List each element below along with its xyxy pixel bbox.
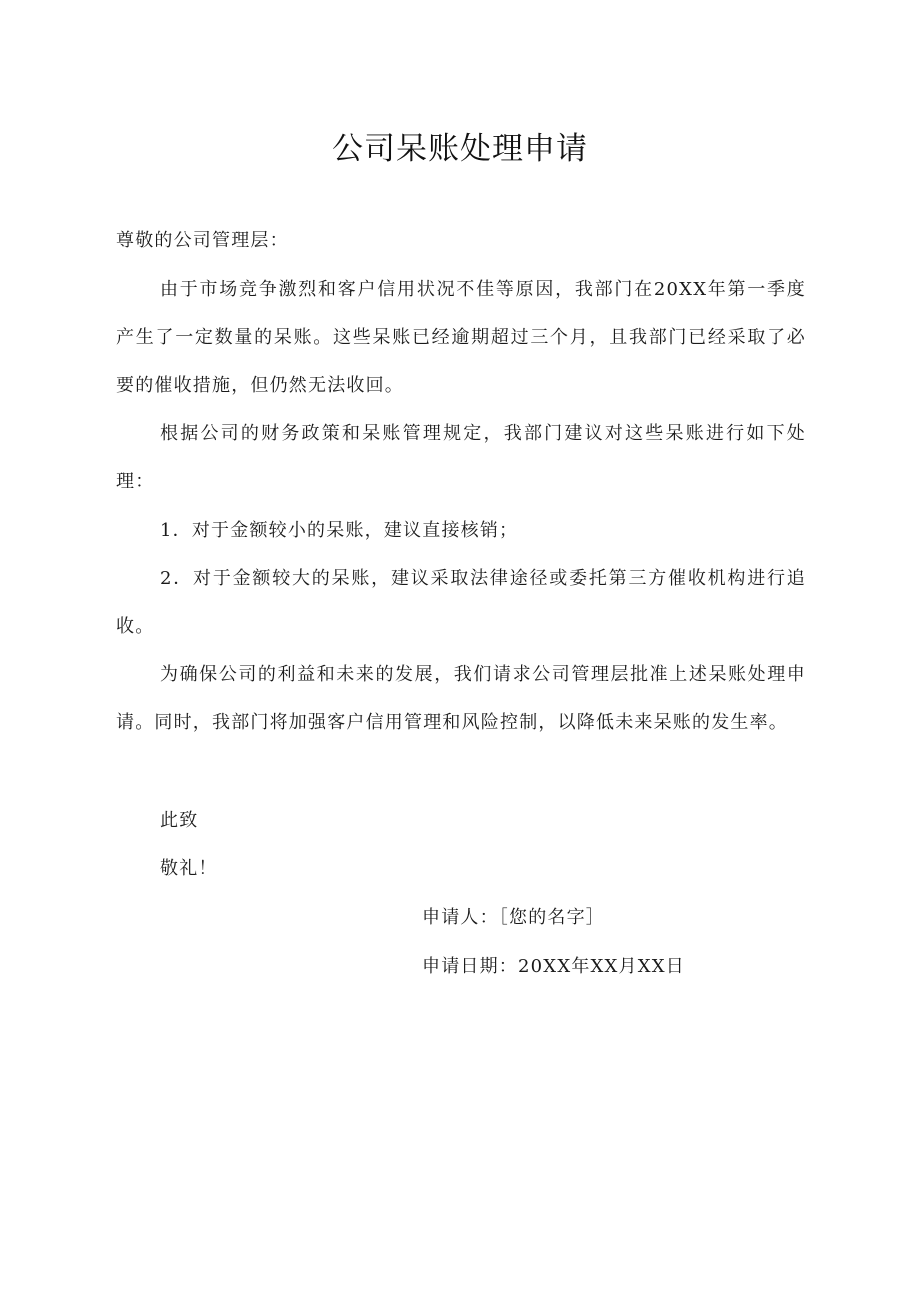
paragraph-policy: 根据公司的财务政策和呆账管理规定，我部门建议对这些呆账进行如下处理： (116, 423, 806, 492)
paragraph-reason: 由于市场竞争激烈和客户信用状况不佳等原因，我部门在20XX年第一季度产生了一定数量的呆账。这些呆账已经逾期超过三个月，且我部门已经采取了必要的催收措施，但仍然无法收回。 (116, 279, 806, 396)
paragraph-request: 为确保公司的利益和未来的发展，我们请求公司管理层批准上述呆账处理申请。同时，我部门将加强客户信用管理和风险控制，以降低未来呆账的发生率。 (116, 664, 806, 733)
closing-salute: 敬礼！ (160, 858, 218, 879)
proposal-item-1: 1．对于金额较小的呆账，建议直接核销； (160, 520, 519, 541)
document-title: 公司呆账处理申请 (332, 131, 588, 167)
applicant-line: 申请人：［您的名字］ (422, 907, 605, 928)
proposal-item-2: 2．对于金额较大的呆账，建议采取法律途径或委托第三方催收机构进行追收。 (116, 568, 806, 637)
closing-phrase: 此致 (160, 810, 199, 831)
salutation: 尊敬的公司管理层： (116, 230, 289, 251)
application-date: 申请日期：20XX年XX月XX日 (422, 956, 685, 977)
